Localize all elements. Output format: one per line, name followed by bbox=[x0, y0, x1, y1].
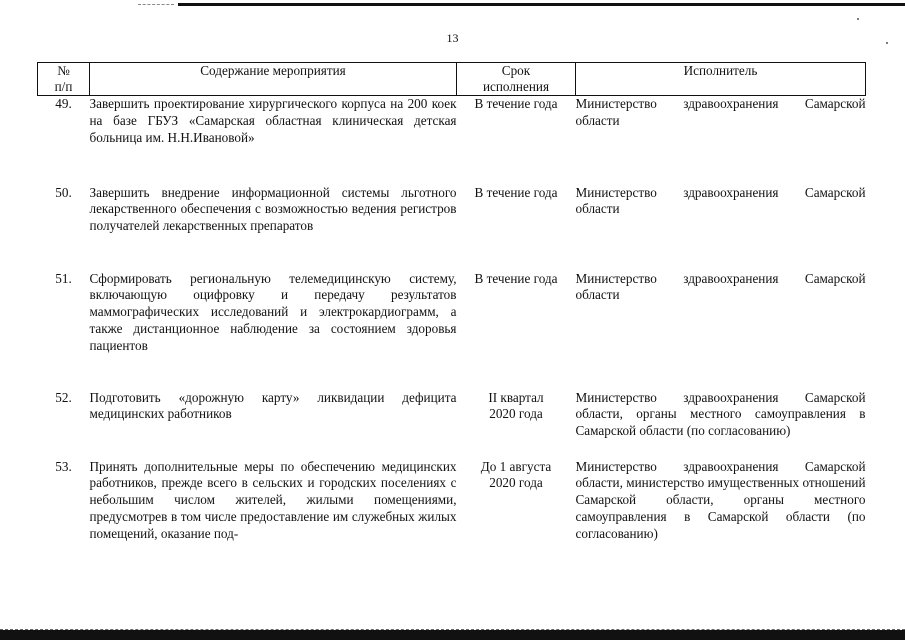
header-content: Содержание мероприятия bbox=[90, 63, 457, 96]
row-number: 49. bbox=[55, 96, 72, 111]
row-content: Подготовить «дорожную карту» ликвидации дефицита медицинских работников bbox=[89, 389, 457, 422]
scan-edge-dashes bbox=[138, 4, 174, 5]
table-row bbox=[38, 459, 866, 543]
header-executor: Исполнитель bbox=[576, 63, 866, 96]
row-content: Завершить внедрение информационной системы льготного лекарственного обеспечения с возможностью ведения регистров получателей лекарственных препаратов bbox=[89, 184, 457, 234]
row-content: Завершить проектирование хирургического корпуса на 200 коек на базе ГБУЗ «Самарская областная клиническая детская больница им. Н.Н.Ивановой» bbox=[89, 96, 457, 145]
table-header-row bbox=[38, 63, 866, 96]
table-row bbox=[38, 271, 866, 390]
row-content: Сформировать региональную телемедицинскую систему, включающую оцифровку и передачу результатов маммографических исследований и электрокардиограмм, а также дистанционное наблюдение за состоянием здоровья пациентов bbox=[89, 270, 457, 353]
page-number: 13 bbox=[446, 31, 459, 45]
row-executor: Министерство здравоохранения Самарской области, министерство имущественных отношений Самарской области, органы местного самоуправления в Самарской области (по согласованию) bbox=[575, 458, 866, 541]
row-executor: Министерство здравоохранения Самарской области bbox=[575, 96, 866, 128]
scan-bottom-edge bbox=[0, 630, 905, 640]
row-executor: Министерство здравоохранения Самарской области bbox=[575, 270, 866, 303]
row-executor: Министерство здравоохранения Самарской области bbox=[575, 184, 866, 217]
row-number: 50. bbox=[55, 184, 72, 200]
row-number: 53. bbox=[55, 458, 72, 474]
table-row bbox=[38, 390, 866, 459]
row-term: В течение года bbox=[474, 184, 558, 200]
row-term: В течение года bbox=[474, 96, 558, 111]
header-term: Срок исполнения bbox=[457, 63, 576, 96]
table-row bbox=[38, 185, 866, 271]
table-row bbox=[38, 96, 866, 185]
scan-speck bbox=[857, 18, 859, 20]
row-term: До 1 августа 2020 года bbox=[480, 458, 552, 491]
scan-top-edge bbox=[178, 3, 905, 6]
row-executor: Министерство здравоохранения Самарской области, органы местного самоуправления в Самарской области (по согласованию) bbox=[575, 389, 866, 439]
row-term: В течение года bbox=[474, 270, 558, 286]
row-number: 52. bbox=[55, 389, 72, 405]
header-number: № п/п bbox=[38, 63, 90, 96]
row-content: Принять дополнительные меры по обеспечению медицинских работников, прежде всего в сельских и городских поселениях с небольшим числом жителей, жилыми помещениями, предусмотрев в том числе предоставление им служебных жилых помещений, оказание под- bbox=[89, 458, 457, 541]
row-number: 51. bbox=[55, 270, 72, 286]
measures-table bbox=[37, 62, 866, 542]
row-term: II квартал 2020 года bbox=[488, 389, 544, 422]
